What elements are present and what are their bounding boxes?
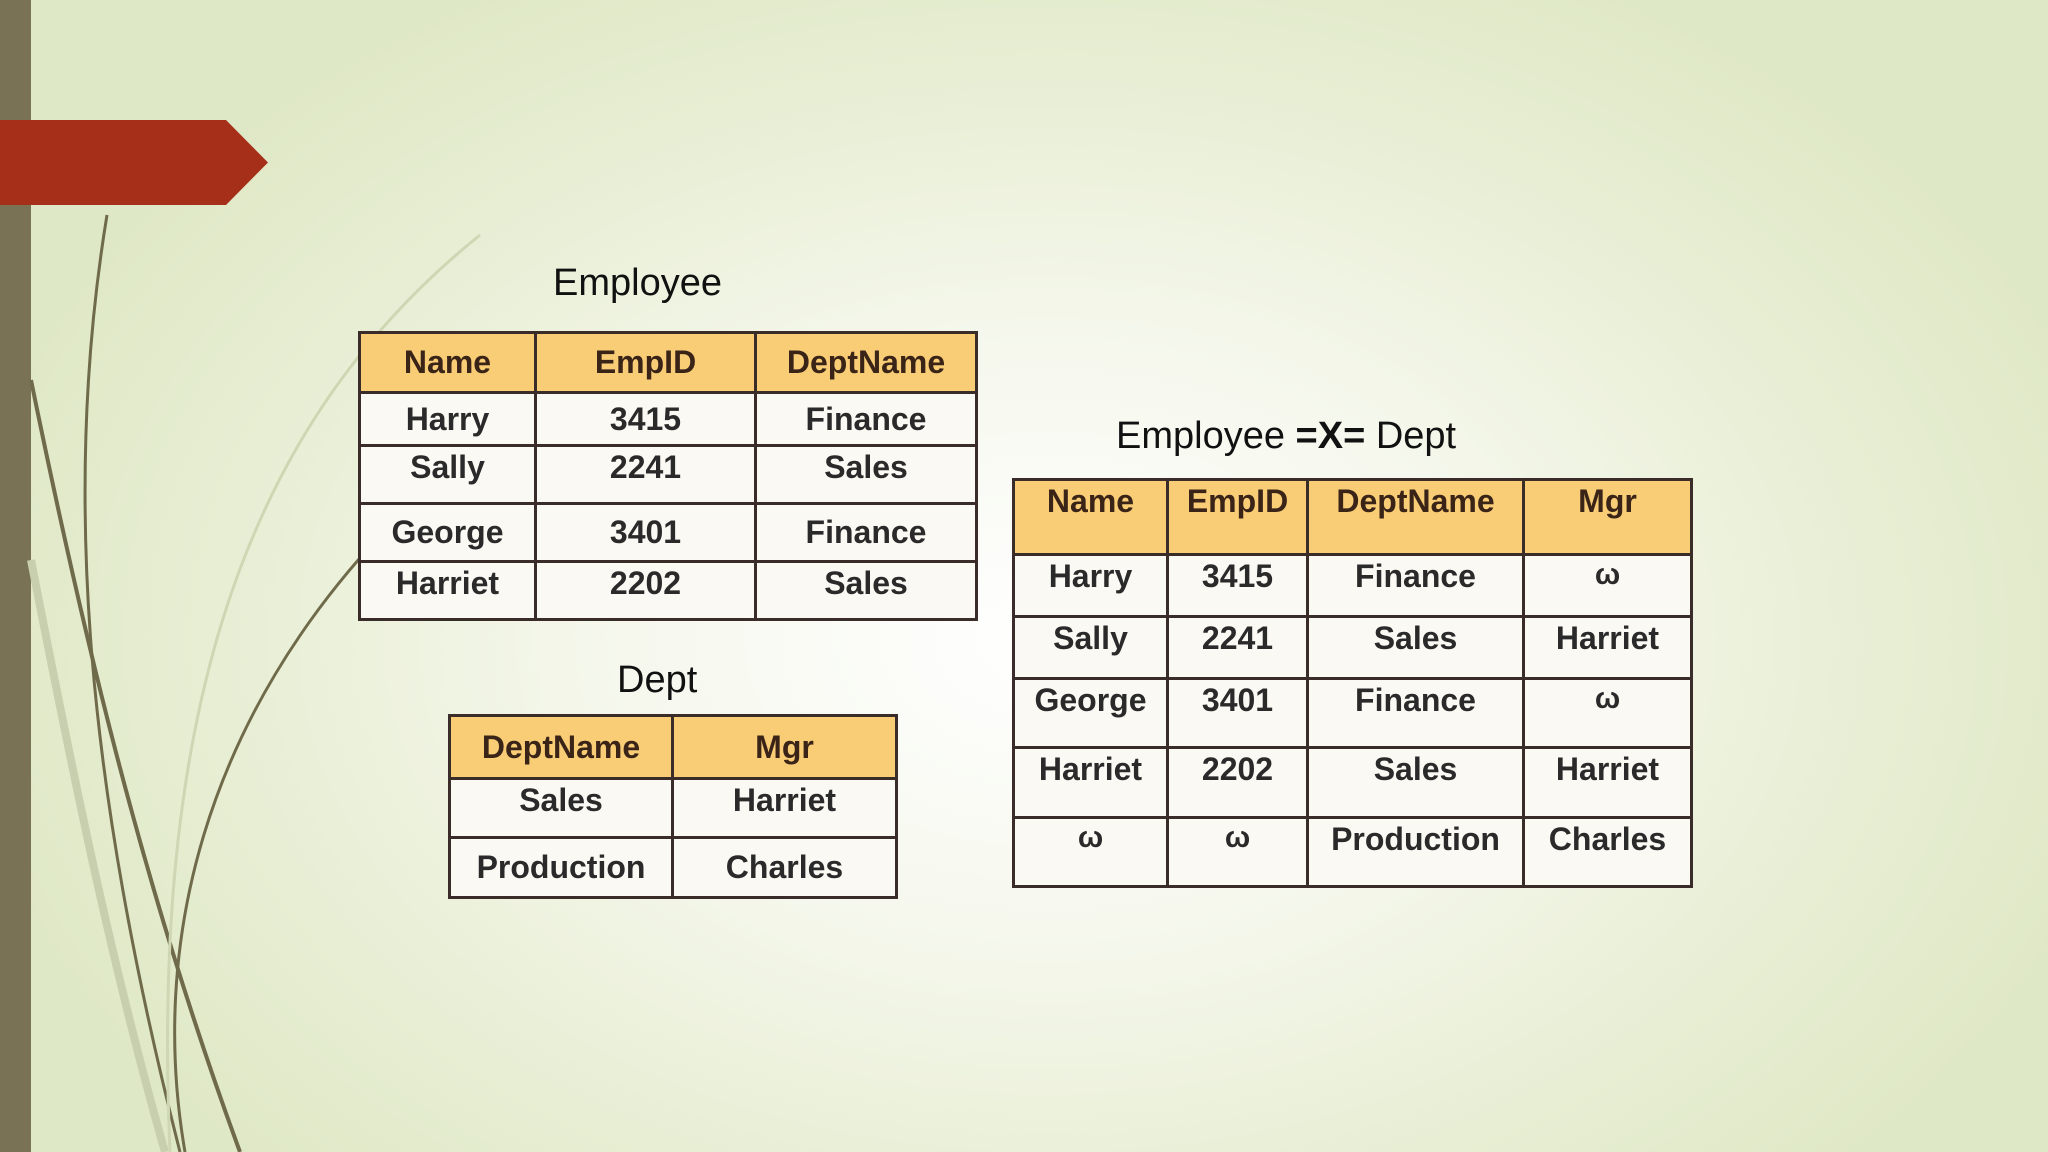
employee-header-deptname: DeptName xyxy=(756,333,977,393)
join-header-name: Name xyxy=(1014,480,1168,555)
table-row xyxy=(360,562,977,620)
cell: Sally xyxy=(360,446,536,504)
cell: Finance xyxy=(756,393,977,446)
cell: 3415 xyxy=(536,393,756,446)
join-title-right: Dept xyxy=(1375,415,1457,457)
join-title-left: Employee xyxy=(1116,415,1285,457)
employee-header-row xyxy=(360,333,977,393)
cell: Harriet xyxy=(1014,748,1168,818)
table-row xyxy=(1014,617,1692,679)
cell: Charles xyxy=(673,838,897,898)
join-header-empid: EmpID xyxy=(1168,480,1308,555)
cell: Sales xyxy=(756,562,977,620)
table-row xyxy=(450,779,897,838)
cell: Sales xyxy=(450,779,673,838)
join-header-deptname: DeptName xyxy=(1308,480,1524,555)
cell: 3415 xyxy=(1168,555,1308,617)
cell: Production xyxy=(450,838,673,898)
table-row xyxy=(1014,748,1692,818)
cell: Harry xyxy=(360,393,536,446)
cell: Finance xyxy=(1308,679,1524,748)
dept-header-mgr: Mgr xyxy=(673,716,897,779)
cell: 2202 xyxy=(536,562,756,620)
employee-table-title: Employee xyxy=(553,262,722,304)
table-row xyxy=(450,838,897,898)
cell: Harry xyxy=(1014,555,1168,617)
dept-table xyxy=(448,714,898,899)
omega-cell: ω xyxy=(1014,818,1168,887)
employee-header-empid: EmpID xyxy=(536,333,756,393)
cell: 2202 xyxy=(1168,748,1308,818)
cell: Sally xyxy=(1014,617,1168,679)
red-arrow-banner xyxy=(0,120,268,205)
cell: Sales xyxy=(1308,617,1524,679)
join-header-row xyxy=(1014,480,1692,555)
cell: Harriet xyxy=(360,562,536,620)
cell: George xyxy=(1014,679,1168,748)
omega-cell: ω xyxy=(1524,555,1692,617)
cell: Harriet xyxy=(1524,617,1692,679)
employee-header-name: Name xyxy=(360,333,536,393)
cell: Harriet xyxy=(1524,748,1692,818)
cell: Harriet xyxy=(673,779,897,838)
table-row xyxy=(360,393,977,446)
table-row xyxy=(360,504,977,562)
cell: George xyxy=(360,504,536,562)
dept-table-title: Dept xyxy=(617,659,698,701)
cell: Charles xyxy=(1524,818,1692,887)
join-header-mgr: Mgr xyxy=(1524,480,1692,555)
dept-header-deptname: DeptName xyxy=(450,716,673,779)
cell: Production xyxy=(1308,818,1524,887)
join-result-table xyxy=(1012,478,1693,888)
cell: 3401 xyxy=(536,504,756,562)
employee-table xyxy=(358,331,978,621)
table-row xyxy=(360,446,977,504)
omega-cell: ω xyxy=(1524,679,1692,748)
cell: Sales xyxy=(1308,748,1524,818)
cell: Sales xyxy=(756,446,977,504)
cell: 2241 xyxy=(1168,617,1308,679)
cell: Finance xyxy=(756,504,977,562)
cell: 3401 xyxy=(1168,679,1308,748)
cell: Finance xyxy=(1308,555,1524,617)
table-row xyxy=(1014,818,1692,887)
table-row xyxy=(1014,555,1692,617)
join-table-title xyxy=(1116,415,1456,458)
join-operator: =X= xyxy=(1295,415,1366,457)
omega-cell: ω xyxy=(1168,818,1308,887)
cell: 2241 xyxy=(536,446,756,504)
table-row xyxy=(1014,679,1692,748)
dept-header-row xyxy=(450,716,897,779)
